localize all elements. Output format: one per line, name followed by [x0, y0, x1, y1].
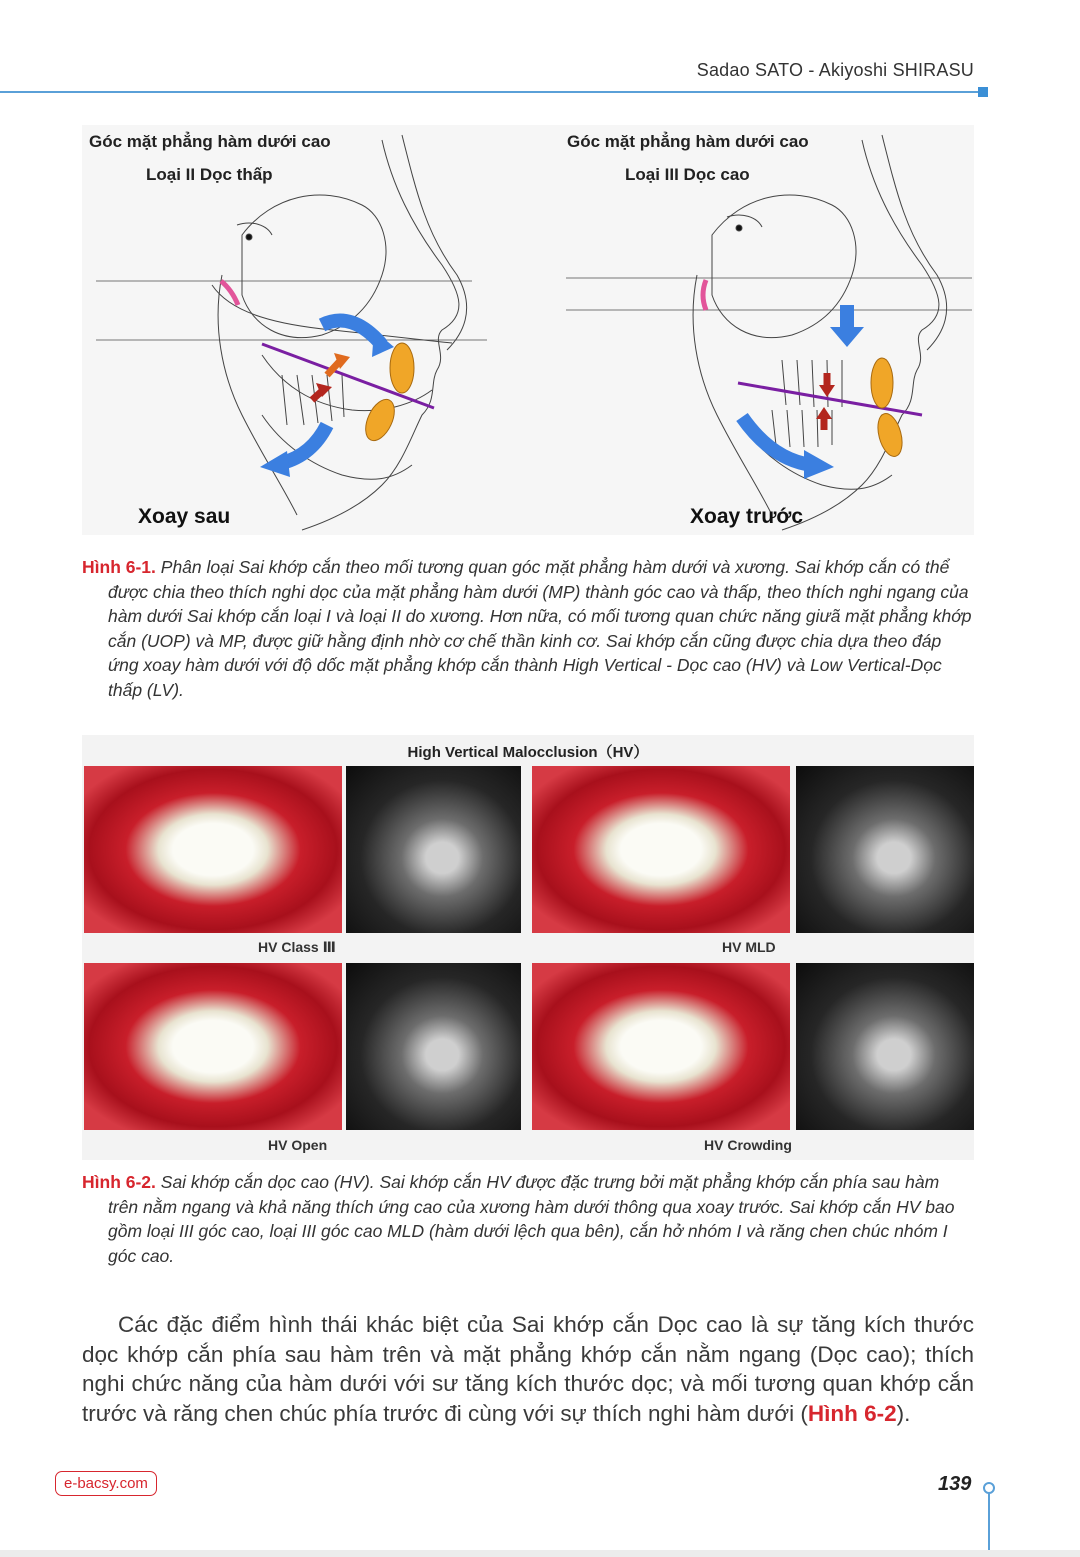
- footer-circle-mark: [983, 1482, 995, 1494]
- page-number: 139: [938, 1473, 972, 1495]
- header-rule: [0, 91, 980, 93]
- caption-text: Phân loại Sai khớp cắn theo mối tương quan góc mặt phẳng hàm dưới và xương. Sai khớp cắn có thể được chia theo thích nghi dọc của mặt phẳng hàm dưới (MP) thành góc cao và thấp, theo thích nghi ngang của hàm dưới Sai khớp cắn loại I và loại II do xương. Hơn nữa, có mối tương quan chức năng giưã mặt phẳng khớp cắn (UOP) và MP, được giữ hằng định nhờ cơ chế thần kinh cơ. Sai khớp cắn cũng được chia dựa theo đáp ứng xoay hàm dưới với độ dốc mặt phẳng khớp cắn thành High Vertical - Dọc cao (HV) và Low Vertical-Dọc thấp (LV).: [108, 557, 972, 700]
- label-hv-mld: HV MLD: [722, 939, 776, 955]
- left-blue-arrowhead-upper: [372, 330, 394, 357]
- footer-vertical-rule: [988, 1492, 990, 1557]
- photo-hv-mld-mouth: [532, 766, 790, 933]
- right-red-arrowhead-down: [819, 385, 835, 397]
- figure-6-2-caption: [82, 1170, 974, 1268]
- right-blue-arrowhead-curve: [804, 450, 834, 479]
- right-panel-title-line2: Loại III Dọc cao: [625, 165, 750, 184]
- body-paragraph: [82, 1310, 974, 1428]
- right-blue-arrowhead-down: [830, 327, 864, 347]
- footer-site-badge[interactable]: e-bacsy.com: [55, 1471, 157, 1496]
- page-bottom-edge: [0, 1550, 1080, 1557]
- right-blue-arrow-curve: [742, 417, 812, 465]
- left-blue-arrow-upper: [322, 321, 382, 346]
- body-paragraph-closing: ).: [896, 1400, 911, 1426]
- right-upper-incisor: [871, 358, 893, 408]
- photo-hv-crowding-xray: [796, 963, 974, 1130]
- photo-hv-crowding-mouth: [532, 963, 790, 1130]
- caption-text: Sai khớp cắn dọc cao (HV). Sai khớp cắn HV được đặc trưng bởi mặt phẳng khớp cắn phía sau hàm trên nằm ngang và khả năng thích ứng cao của xương hàm dưới thông qua xoay trước. Sai khớp cắn HV bao gồm loại III góc cao, loại III góc cao MLD (hàm dưới lệch qua bên), cắn hở nhóm I và răng chen chúc nhóm I góc cao.: [108, 1172, 955, 1266]
- figure-reference-link[interactable]: Hình 6-2: [807, 1400, 897, 1426]
- right-panel-title-line1: Góc mặt phẳng hàm dưới cao: [567, 132, 809, 151]
- left-pink-mark: [221, 281, 238, 305]
- right-pink-mark: [703, 280, 706, 310]
- label-hv-class3: HV Class Ⅲ: [258, 939, 336, 955]
- photo-hv-mld-xray: [796, 766, 974, 933]
- figure-6-2-title: High Vertical Malocclusion（HV）: [407, 744, 649, 761]
- caption-label: Hình 6-1.: [82, 557, 156, 577]
- figure-6-2: [82, 735, 974, 1160]
- left-lower-incisor: [360, 395, 400, 445]
- left-blue-arrowhead-lower: [260, 451, 290, 477]
- right-rotation-label: Xoay trước: [690, 505, 804, 528]
- left-upper-incisor: [390, 343, 414, 393]
- right-blue-arrow-down: [840, 305, 854, 329]
- label-hv-open: HV Open: [268, 1137, 328, 1153]
- right-lower-incisor: [874, 411, 907, 459]
- figure-6-1-caption: [82, 555, 974, 702]
- left-blue-arrow-lower: [282, 425, 327, 463]
- left-panel-title-line2: Loại II Dọc thấp: [146, 165, 273, 184]
- photo-hv-open-mouth: [84, 963, 342, 1130]
- photo-hv-class3-mouth: [84, 766, 342, 933]
- left-panel-title-line1: Góc mặt phẳng hàm dưới cao: [89, 132, 331, 151]
- label-hv-crowding: HV Crowding: [704, 1137, 792, 1153]
- figure-6-1: [82, 125, 974, 535]
- header-square-mark: [978, 87, 988, 97]
- cephalometric-tracings: [82, 125, 974, 535]
- photo-hv-class3-xray: [346, 766, 521, 933]
- photo-hv-open-xray: [346, 963, 521, 1130]
- left-tracing: [96, 135, 487, 530]
- body-paragraph-text: Các đặc điểm hình thái khác biệt của Sai khớp cắn Dọc cao là sự tăng kích thước dọc khớp cắn phía sau hàm trên và mặt phẳng khớp cắn nằm ngang (Dọc cao); thích nghi chức năng của hàm dưới với sư tăng kích thước dọc; và mối tương quan khớp cắn trước và răng chen chúc phía trước đi cùng với sự thích nghi hàm dưới (: [82, 1312, 974, 1426]
- right-tracing: [566, 135, 972, 530]
- running-header-author: Sadao SATO - Akiyoshi SHIRASU: [696, 60, 974, 80]
- left-rotation-label: Xoay sau: [138, 505, 231, 528]
- right-red-arrowhead-up: [816, 407, 832, 419]
- caption-label: Hình 6-2.: [82, 1172, 156, 1192]
